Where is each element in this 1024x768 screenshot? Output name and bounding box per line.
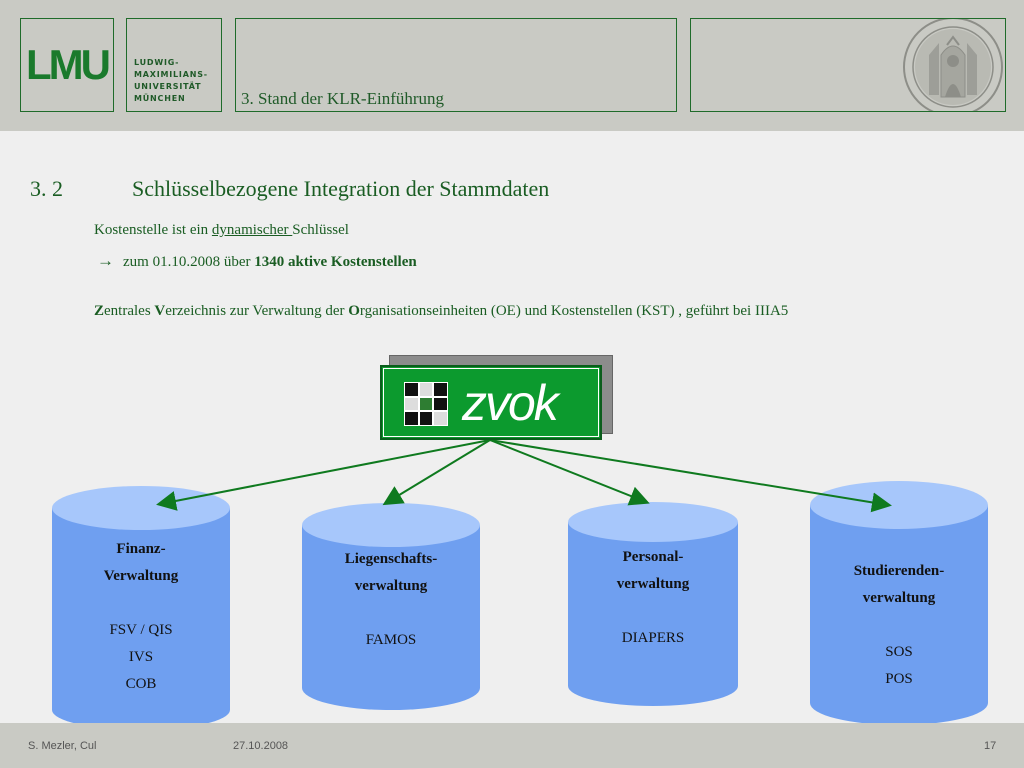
university-name-line: MÜNCHEN [134,94,186,103]
cylinder-title: Personal- [622,549,684,565]
grid-icon [404,382,448,426]
zvok-box [380,365,602,440]
text-key-prefix: Kostenstelle ist ein [94,222,212,238]
footer-date: 27.10.2008 [233,740,289,752]
university-name-line: MAXIMILIANS- [134,70,208,79]
cylinder-title: verwaltung [862,590,936,606]
university-name-line: LUDWIG- [134,58,180,67]
arrow-to-finance [160,440,490,504]
cylinder-title: Verwaltung [103,568,179,584]
cylinder-title: verwaltung [354,578,428,594]
footer-author: S. Mezler, Cul [28,740,97,752]
section-number: 3. 2 [30,176,63,201]
system-name: SOS [885,644,913,660]
text-zvok-part: erzeichnis zur Verwaltung der [165,303,349,319]
cylinder-title: verwaltung [616,576,690,592]
text-key-suffix: Schlüssel [292,222,349,238]
cylinder-label-finance [62,536,220,698]
text-zvok-part: entrales [104,303,155,319]
system-name: COB [125,676,157,692]
system-name: IVS [128,649,154,665]
system-name: POS [885,671,913,687]
text-count-prefix: zum 01.10.2008 über [123,254,255,270]
acronym-letter: V [154,303,166,319]
lmu-logo-text: LMU [26,41,108,88]
arrow-to-personnel [490,440,646,502]
zvok-label: zvok [462,375,557,431]
header-title: 3. Stand der KLR-Einführung [241,89,445,108]
system-name: DIAPERS [621,630,685,646]
cylinder-label-personnel [575,544,731,652]
slide-footer [0,723,1024,768]
text-count-bold: 1340 aktive Kostenstellen [254,254,417,270]
acronym-letter: Z [94,303,105,319]
cylinder-label-students [820,558,978,693]
acronym-letter: O [348,303,360,319]
text-key-underlined: dynamischer [211,222,293,238]
text-zvok-part: rganisationseinheiten (OE) und Kostenstellen (KST) , geführt bei IIIA5 [359,303,789,319]
page-number: 17 [984,740,997,752]
cylinder-title: Studierenden- [853,563,945,579]
cylinder-label-property [312,546,470,654]
cylinder-title: Finanz- [116,541,166,557]
system-name: FAMOS [365,632,417,648]
arrow-to-students [490,440,888,505]
arrow-right-icon: → [97,251,114,270]
university-name-line: UNIVERSITÄT [134,82,202,91]
system-name: FSV / QIS [109,622,173,638]
section-title: Schlüsselbezogene Integration der Stammdaten [132,176,550,201]
cylinder-title: Liegenschafts- [344,551,438,567]
